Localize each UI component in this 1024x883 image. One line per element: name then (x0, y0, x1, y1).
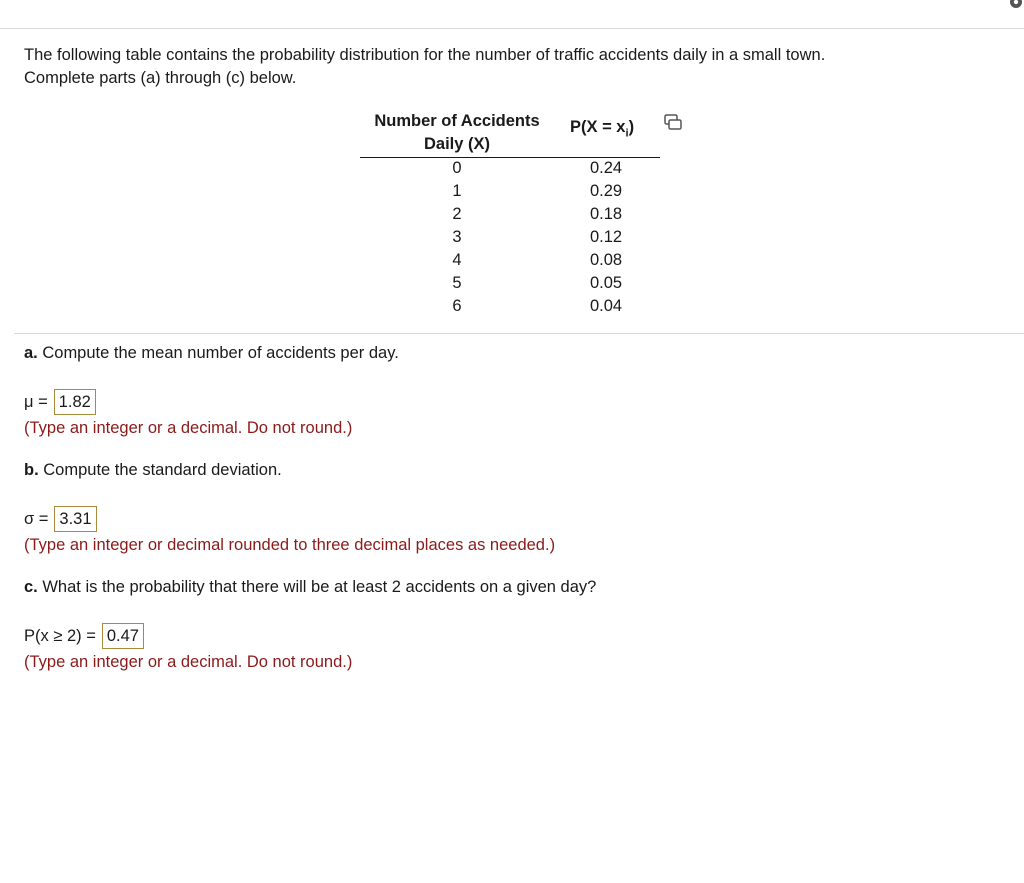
column-header-p-main: P(X = x (570, 118, 626, 136)
part-a-label: a. (24, 344, 38, 362)
cell-p: 0.12 (590, 228, 623, 246)
cell-x: 5 (452, 274, 462, 292)
part-a-answer-line (24, 389, 96, 415)
cell-p: 0.24 (590, 159, 623, 177)
probability-symbol: P(x ≥ 2) = (24, 626, 96, 645)
column-header-p-sub: i (625, 127, 629, 140)
column-header-x-line2: Daily (X) (423, 135, 491, 153)
intro-line-2: Complete parts (a) through (c) below. (24, 69, 297, 87)
column-header-x-line1: Number of Accidents (374, 112, 540, 130)
table-row (358, 182, 658, 205)
cell-x: 3 (452, 228, 462, 246)
section-divider (14, 333, 1024, 334)
part-a-question (24, 344, 399, 363)
cell-x: 1 (452, 182, 462, 200)
mean-symbol: μ = (24, 392, 48, 411)
table-row (358, 205, 658, 228)
column-header-x (358, 110, 556, 156)
sd-answer-field[interactable]: 3.31 (54, 506, 96, 532)
table-row (358, 228, 658, 251)
cell-x: 6 (452, 297, 462, 315)
intro-line-1: The following table contains the probability distribution for the number of traffic accidents daily in a small town. (24, 46, 826, 64)
part-c-text: What is the probability that there will be at least 2 accidents on a given day? (37, 578, 597, 596)
table-row (358, 251, 658, 274)
popout-icon[interactable] (664, 114, 682, 130)
table-row (358, 159, 658, 182)
problem-intro (24, 44, 825, 90)
mean-answer-field[interactable]: 1.82 (54, 389, 96, 415)
part-c-label: c. (24, 578, 38, 596)
part-b-text: Compute the standard deviation. (38, 461, 282, 479)
table-row (358, 297, 658, 320)
cell-x: 0 (452, 159, 462, 177)
sd-symbol: σ = (24, 509, 49, 528)
part-b-question (24, 461, 282, 480)
part-b-hint: (Type an integer or decimal rounded to three decimal places as needed.) (24, 536, 556, 554)
table-row (358, 274, 658, 297)
cell-p: 0.04 (590, 297, 623, 315)
gear-icon[interactable] (1002, 0, 1024, 18)
part-c-question (24, 578, 596, 597)
part-b-label: b. (24, 461, 39, 479)
cell-x: 2 (452, 205, 462, 223)
part-b-answer-line (24, 506, 97, 532)
part-c-hint: (Type an integer or a decimal. Do not round.) (24, 653, 353, 671)
part-a-text: Compute the mean number of accidents per day. (37, 344, 399, 362)
part-a-hint: (Type an integer or a decimal. Do not round.) (24, 419, 353, 437)
table-header-rule (360, 157, 660, 158)
probability-answer-field[interactable]: 0.47 (102, 623, 144, 649)
cell-p: 0.08 (590, 251, 623, 269)
cell-p: 0.18 (590, 205, 623, 223)
cell-p: 0.29 (590, 182, 623, 200)
cell-p: 0.05 (590, 274, 623, 292)
top-divider (0, 28, 1024, 29)
column-header-p-close: ) (628, 118, 635, 136)
part-c-answer-line (24, 623, 144, 649)
cell-x: 4 (452, 251, 462, 269)
column-header-p (570, 118, 634, 139)
